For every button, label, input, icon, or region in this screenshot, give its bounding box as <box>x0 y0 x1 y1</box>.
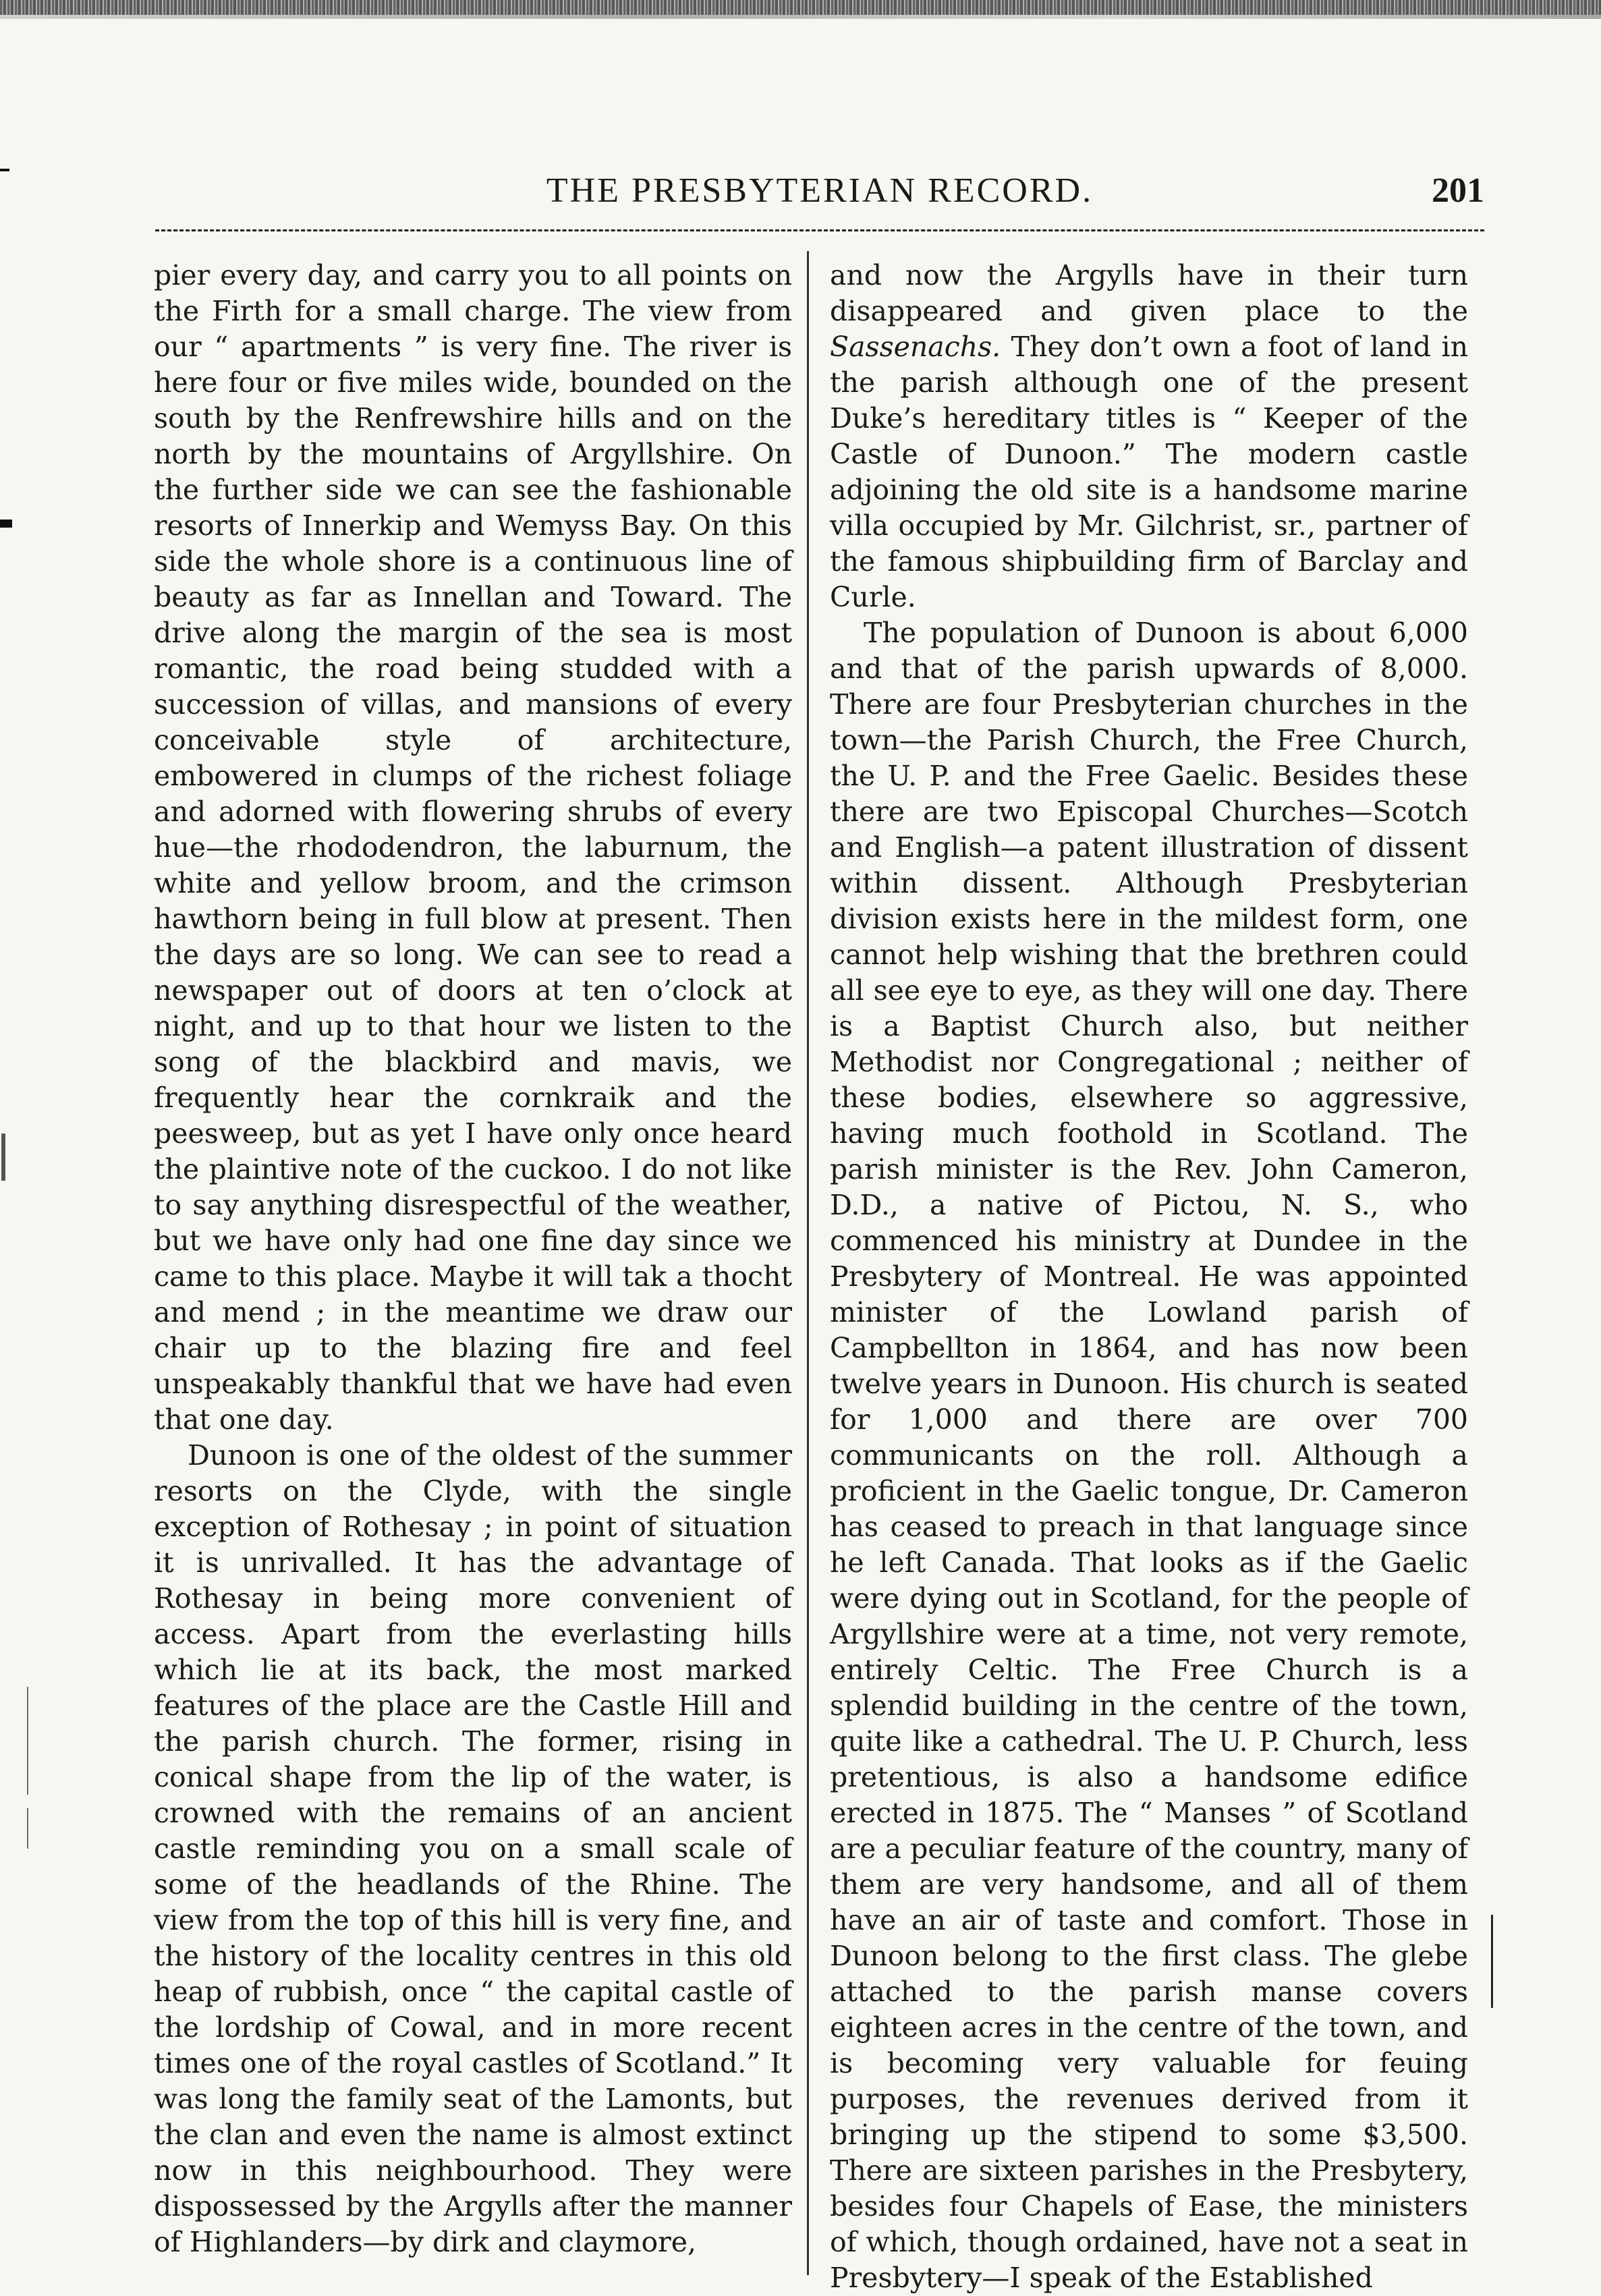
right-paragraph-1-end: They don’t own a foot of land in the parish although one of the present Duke’s hereditary titles is “ Keeper of the Castle of Dunoon.” The modern castle adjoining the old site is a handsome marine villa occupied by Mr. Gilchrist, sr., partner of the famous shipbuilding firm of Barclay and Curle. <box>830 331 1468 613</box>
right-paragraph-1-start: and now the Argylls have in their turn disappeared and given place to the <box>830 259 1468 327</box>
page-top-scan-shadow <box>0 15 1601 19</box>
page-top-scan-edge <box>0 0 1601 15</box>
italic-sassenachs: Sassenachs. <box>830 331 1001 363</box>
left-margin-arrow <box>0 520 12 528</box>
right-column <box>830 258 1468 2294</box>
right-margin-bracket <box>1491 1915 1493 2008</box>
left-column <box>154 258 792 2275</box>
left-margin-mark <box>1 1133 5 1181</box>
left-margin-line-2 <box>27 1808 28 1849</box>
page-header <box>155 161 1484 221</box>
page-number: 201 <box>1432 171 1484 210</box>
right-paragraph-2: The population of Dunoon is about 6,000 and that of the parish upwards of 8,000. There are four Presbyterian churches in the town—the Parish Church, the Free Church, the U. P. and the Free Gaelic. Besides these there are two Episcopal Churches—Scotch and English—a patent illustration of dissent within dissent. Although Presbyterian division exists here in the mildest form, one cannot help wishing that the brethren could all see eye to eye, as they will one day. There is a Baptist Church also, but neither Methodist nor Congregational ; neither of these bodies, elsewhere so aggressive, having much foothold in Scotland. The parish minister is the Rev. John Cameron, D.D., a native of Pictou, N. S., who commenced his ministry at Dundee in the Presbytery of Montreal. He was appointed minister of the Lowland parish of Campbellton in 1864, and has now been twelve years in Dunoon. His church is seated for 1,000 and there are over 700 communicants on the roll. Although a proficient in the Gaelic tongue, Dr. Cameron has ceased to preach in that language since he left Canada. That looks as if the Gaelic were dying out in Scotland, for the people of Argyllshire were at a time, not very remote, entirely Celtic. The Free Church is a splendid building in the centre of the town, quite like a cathedral. The U. P. Church, less pretentious, is also a handsome edifice erected in 1875. The “ Manses ” of Scotland are a peculiar feature of the country, many of them are very handsome, and all of them have an air of taste and comfort. Those in Dunoon belong to the first class. The glebe attached to the parish manse covers eighteen acres in the centre of the town, and is becoming very valuable for feuing purposes, the revenues derived from it bringing up the stipend to some $3,500. There are sixteen parishes in the Presbytery, besides four Chapels of Ease, the ministers of which, though ordained, have not a seat in Presbytery—I speak of the Established <box>830 617 1468 2294</box>
left-margin-tick <box>0 169 9 171</box>
header-rule <box>155 229 1484 231</box>
left-paragraph-2: Dunoon is one of the oldest of the summer resorts on the Clyde, with the single exception of Rothesay ; in point of situation it is unrivalled. It has the advantage of Rothesay in being more convenient of access. Apart from the everlasting hills which lie at its back, the most marked features of the place are the Castle Hill and the parish church. The former, rising in conical shape from the lip of the water, is crowned with the remains of an ancient castle reminding you on a small scale of some of the headlands of the Rhine. The view from the top of this hill is very fine, and the history of the locality centres in this old heap of rubbish, once “ the capital castle of the lordship of Cowal, and in more recent times one of the royal castles of Scotland.” It was long the family seat of the Lamonts, but the clan and even the name is almost extinct now in this neighbourhood. They were dispossessed by the Argylls after the manner of Highlanders—by dirk and claymore, <box>154 1439 792 2258</box>
right-paragraph-1 <box>830 258 1468 615</box>
column-divider <box>807 251 809 2275</box>
left-paragraph-1: pier every day, and carry you to all points on the Firth for a small charge. The view from our “ apartments ” is very fine. The river is here four or five miles wide, bounded on the south by the Renfrewshire hills and on the north by the mountains of Argyllshire. On the further side we can see the fashionable resorts of Innerkip and Wemyss Bay. On this side the whole shore is a continuous line of beauty as far as Innellan and Toward. The drive along the margin of the sea is most romantic, the road being studded with a succession of villas, and mansions of every conceivable style of architecture, embowered in clumps of the richest foliage and adorned with flowering shrubs of every hue—the rhododendron, the laburnum, the white and yellow broom, and the crimson hawthorn being in full blow at present. Then the days are so long. We can see to read a newspaper out of doors at ten o’clock at night, and up to that hour we listen to the song of the blackbird and mavis, we frequently hear the cornkraik and the peesweep, but as yet I have only once heard the plaintive note of the cuckoo. I do not like to say anything disrespectful of the weather, but we have only had one fine day since we came to this place. Maybe it will tak a thocht and mend ; in the meantime we draw our chair up to the blazing fire and feel unspeakably thankful that we have had even that one day. <box>154 259 792 1436</box>
page-title: THE PRESBYTERIAN RECORD. <box>546 171 1094 210</box>
left-margin-line <box>27 1687 28 1795</box>
